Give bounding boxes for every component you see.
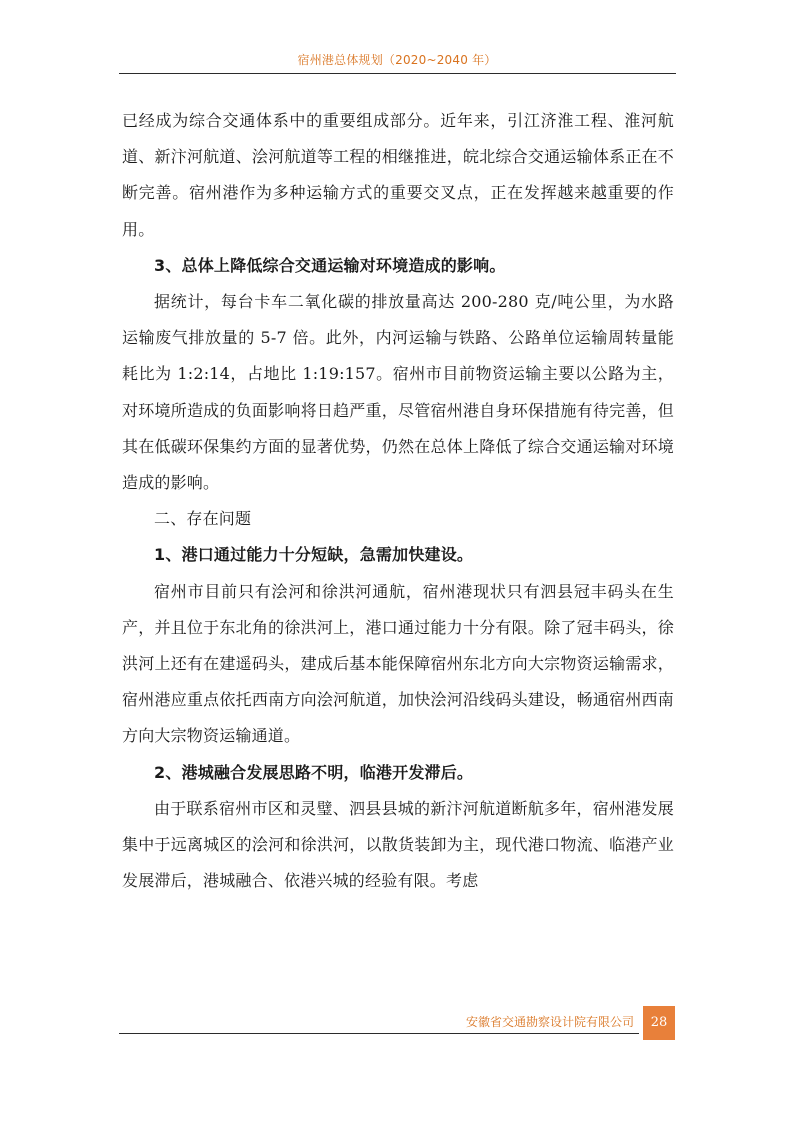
paragraph-port-city-integration: 由于联系宿州市区和灵璧、泗县县城的新汴河航道断航多年，宿州港发展集中于远离城区的浍河和徐洪河，以散货装卸为主，现代港口物流、临港产业发展滞后，港城融合、依港兴城的经验有限。考虑 bbox=[122, 798, 674, 891]
heading-environment-impact: 3、总体上降低综合交通运输对环境造成的影响。 bbox=[154, 255, 506, 275]
section-heading-problems: 二、存在问题 bbox=[154, 509, 252, 529]
page-header-title: 宿州港总体规划（2020~2040 年） bbox=[297, 53, 497, 67]
body-text bbox=[122, 103, 674, 899]
heading-port-capacity: 1、港口通过能力十分短缺，急需加快建设。 bbox=[154, 545, 474, 565]
page-number-badge: 28 bbox=[643, 1006, 675, 1040]
heading-port-city-integration: 2、港城融合发展思路不明，临港开发滞后。 bbox=[154, 762, 474, 782]
footer-divider bbox=[119, 1033, 639, 1034]
header-divider bbox=[119, 73, 676, 74]
paragraph-port-capacity: 宿州市目前只有浍河和徐洪河通航，宿州港现状只有泗县冠丰码头在生产，并且位于东北角的徐洪河上，港口通过能力十分有限。除了冠丰码头，徐洪河上还有在建遥码头，建成后基本能保障宿州东北方向大宗物资运输需求，宿州港应重点依托西南方向浍河航道，加快浍河沿线码头建设，畅通宿州西南方向大宗物资运输通道。 bbox=[122, 581, 674, 746]
paragraph-emissions: 据统计，每台卡车二氧化碳的排放量高达 200-280 克/吨公里，为水路运输废气排放量的 5-7 倍。此外，内河运输与铁路、公路单位运输周转量能耗比为 1:2:14，占地比 1:19:157。宿州市目前物资运输主要以公路为主，对环境所造成的负面影响将日趋严重，尽管宿州港自身环保措施有待完善，但其在低碳环保集约方面的显著优势，仍然在总体上降低了综合交通运输对环境造成的影响。 bbox=[122, 292, 674, 493]
paragraph-continuation: 已经成为综合交通体系中的重要组成部分。近年来，引江济淮工程、淮河航道、新汴河航道、浍河航道等工程的相继推进，皖北综合交通运输体系正在不断完善。宿州港作为多种运输方式的重要交叉点，正在发挥越来越重要的作用。 bbox=[122, 111, 674, 239]
footer-company-name: 安徽省交通勘察设计院有限公司 bbox=[465, 1015, 634, 1029]
